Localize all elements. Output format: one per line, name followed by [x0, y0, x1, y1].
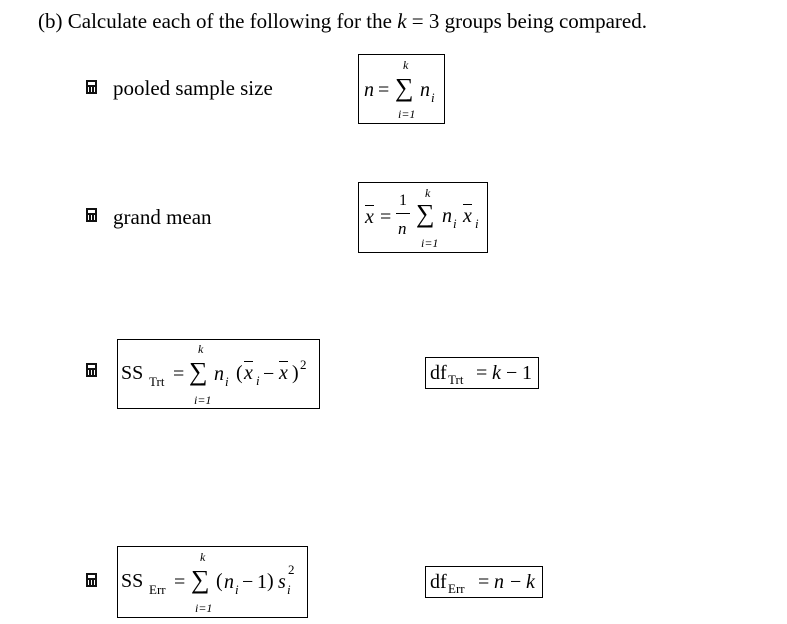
formula-k: k: [492, 362, 501, 384]
subscript-i: i: [256, 373, 260, 388]
formula-equals: =: [380, 206, 392, 228]
open-paren: (: [236, 362, 243, 384]
minus-sign: −: [263, 363, 275, 385]
sum-upper-limit: k: [403, 58, 409, 72]
subscript-i: i: [225, 374, 229, 389]
question-heading: [38, 9, 647, 34]
formula-one: 1: [257, 571, 267, 593]
formula-equals: =: [173, 363, 185, 385]
formula-df: df: [430, 571, 447, 593]
formula-x-i: x: [244, 362, 253, 384]
summation-sign: ∑: [191, 565, 210, 594]
calculator-icon: [86, 80, 97, 94]
fraction-bar: [396, 213, 410, 214]
grand-mean-label: grand mean: [113, 205, 212, 229]
summation-sign: ∑: [416, 199, 435, 228]
ss-error-formula: [117, 546, 308, 618]
minus-sign: −: [506, 362, 518, 384]
formula-s: s: [278, 571, 286, 593]
superscript-2: 2: [288, 562, 295, 577]
formula-n-i: n: [214, 363, 224, 385]
subscript-i: i: [287, 582, 291, 597]
formula-ss: SS: [121, 362, 144, 384]
formula-n-i: n: [224, 571, 234, 593]
formula-one: 1: [522, 362, 532, 384]
fraction-numerator: 1: [399, 192, 407, 209]
sum-lower-limit: i=1: [398, 107, 416, 121]
formula-n-i: n: [442, 205, 452, 227]
df-subscript-err: Err: [448, 581, 465, 596]
calculator-icon: [86, 573, 97, 587]
subscript-i: i: [453, 216, 457, 231]
formula-n-i: n: [420, 79, 430, 101]
df-treatment-formula: [425, 357, 539, 389]
subscript-i: i: [475, 216, 479, 231]
formula-ss: SS: [121, 570, 144, 592]
ss-subscript-trt: Trt: [149, 374, 165, 389]
df-error-formula: [425, 566, 543, 598]
minus-sign: −: [510, 571, 522, 593]
heading-prefix: (b) Calculate each of the following for the: [38, 9, 398, 33]
formula-equals: =: [378, 79, 390, 101]
superscript-2: 2: [300, 357, 307, 372]
ss-subscript-err: Err: [149, 582, 166, 597]
grand-mean-formula: [358, 182, 488, 253]
calculator-icon: [86, 208, 97, 222]
close-paren: ): [267, 570, 274, 592]
minus-sign: −: [242, 571, 254, 593]
pooled-sample-size-formula: [358, 54, 445, 124]
heading-k-variable: k: [397, 9, 407, 33]
formula-equals: =: [478, 571, 490, 593]
ss-treatment-formula: [117, 339, 320, 409]
summation-sign: ∑: [395, 73, 414, 102]
subscript-i: i: [431, 90, 435, 105]
formula-equals: =: [174, 571, 186, 593]
formula-k: k: [526, 571, 535, 593]
sum-upper-limit: k: [200, 550, 206, 564]
heading-suffix: = 3 groups being compared.: [406, 9, 647, 33]
pooled-sample-size-label: pooled sample size: [113, 76, 273, 100]
formula-x-bar: x: [279, 362, 288, 384]
formula-equals: =: [476, 362, 488, 384]
formula-x-bar: x: [365, 206, 374, 228]
sum-lower-limit: i=1: [194, 393, 212, 407]
close-paren: ): [292, 362, 299, 384]
fraction-denominator: n: [398, 219, 407, 238]
df-subscript-trt: Trt: [448, 372, 464, 387]
sum-upper-limit: k: [198, 342, 204, 356]
subscript-i: i: [235, 582, 239, 597]
sum-lower-limit: i=1: [195, 601, 213, 615]
calculator-icon: [86, 363, 97, 377]
summation-sign: ∑: [189, 357, 208, 386]
sum-lower-limit: i=1: [421, 236, 439, 250]
formula-n: n: [494, 571, 504, 593]
formula-df: df: [430, 362, 447, 384]
formula-n: n: [364, 79, 374, 101]
open-paren: (: [216, 570, 223, 592]
sum-upper-limit: k: [425, 186, 431, 200]
formula-x-i: x: [463, 205, 472, 227]
